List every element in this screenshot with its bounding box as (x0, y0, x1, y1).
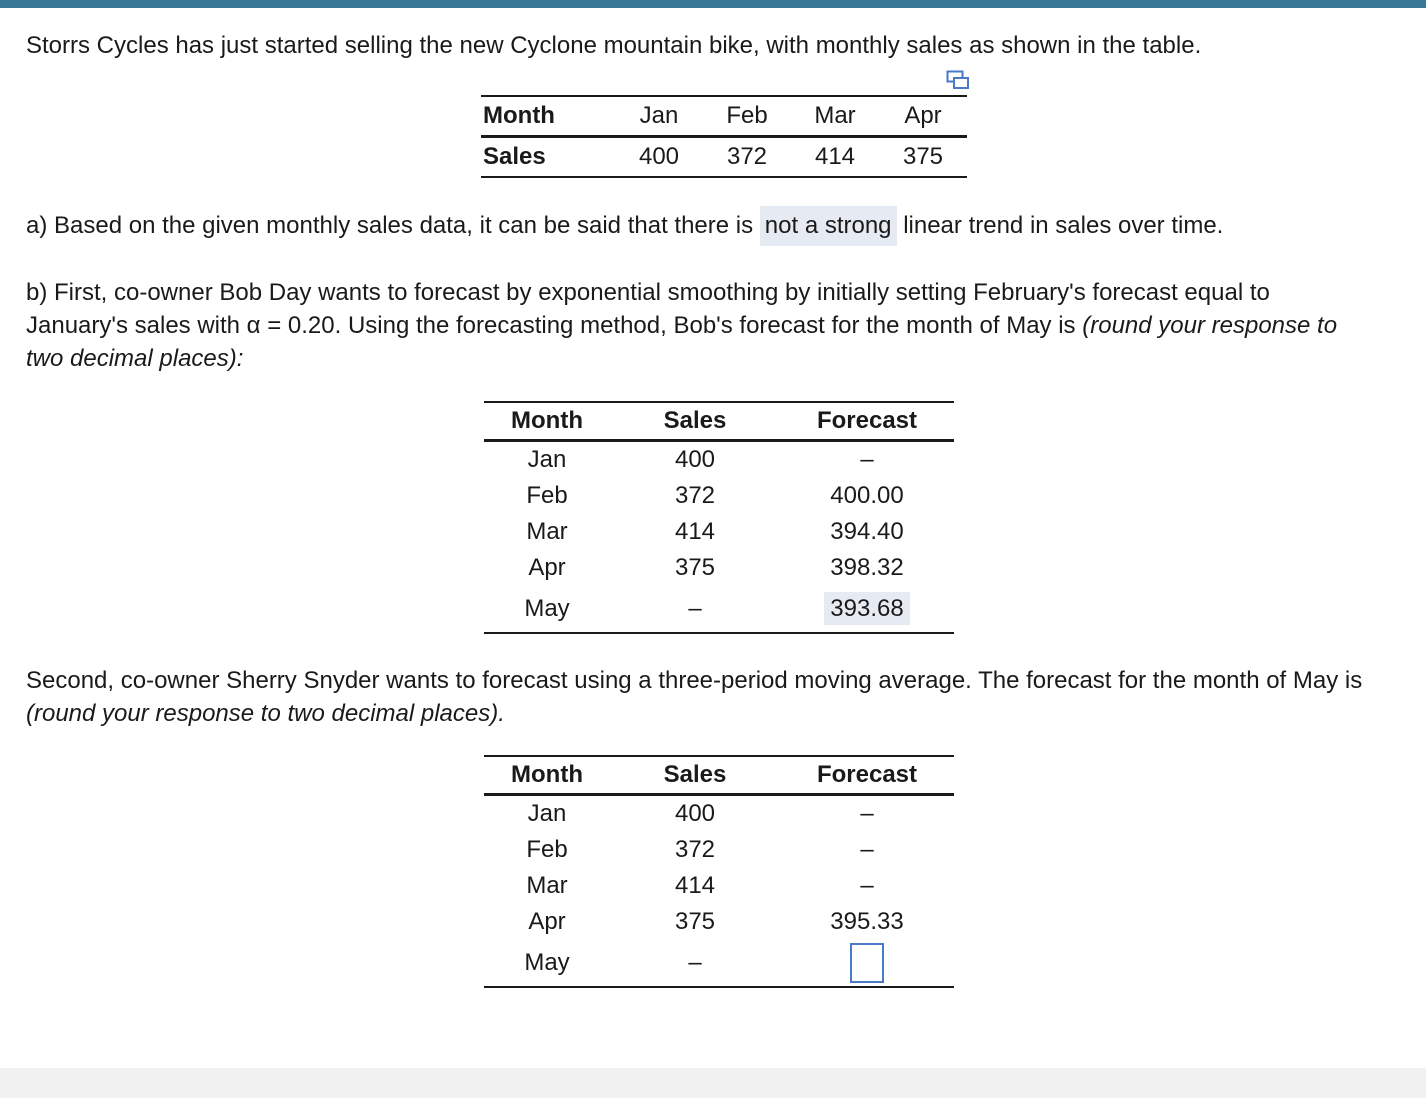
month-cell: May (524, 595, 570, 622)
month-row (481, 96, 967, 137)
forecast-cell: 400.00 (830, 482, 904, 509)
month-cell: Feb (526, 836, 568, 863)
part-a-text-before: a) Based on the given monthly sales data, it can be said that there is (26, 212, 760, 239)
month-header: Month (484, 402, 610, 441)
sales-cell: 372 (726, 143, 768, 170)
month-cell: Jan (527, 800, 567, 827)
sales-cell: 414 (674, 518, 716, 545)
sales-cell: – (688, 949, 702, 976)
footer-bar (0, 1068, 1426, 1098)
sales-cell: – (688, 595, 702, 622)
table-row (484, 832, 954, 868)
forecast-header: Forecast (780, 756, 954, 795)
moving-average-table (484, 755, 954, 988)
sales-header: Sales (610, 756, 780, 795)
intro-text: Storrs Cycles has just started selling the new Cyclone mountain bike, with monthly sales as shown in the table. (26, 32, 1202, 59)
month-row-label: Month (481, 96, 615, 137)
table-row (484, 514, 954, 550)
may-forecast-answer[interactable]: 393.68 (824, 592, 909, 625)
forecast-cell: 394.40 (830, 518, 904, 545)
sales-cell: 400 (674, 446, 716, 473)
sales-cell: 375 (902, 143, 944, 170)
may-forecast-cell (780, 586, 954, 633)
sales-row (481, 137, 967, 178)
part-b-question (26, 276, 1356, 375)
part-b-text: b) First, co-owner Bob Day wants to forecast by exponential smoothing by initially setting February's forecast equal to January's sales with α = 0.20. Using the forecasting method, Bob's forecast for the month of May is (26, 279, 1270, 339)
sales-header: Sales (610, 402, 780, 441)
top-bar (0, 0, 1426, 8)
month-cell: Mar (791, 96, 879, 137)
sales-cell: 375 (674, 554, 716, 581)
sales-cell: 372 (674, 836, 716, 863)
exponential-smoothing-table (484, 401, 954, 634)
forecast-cell: – (860, 800, 874, 827)
month-cell: Jan (527, 446, 567, 473)
forecast-cell: 395.33 (830, 908, 904, 935)
table-header-row (484, 402, 954, 441)
month-cell: Apr (528, 554, 566, 581)
may-forecast-input[interactable] (850, 943, 884, 983)
part-c-instruction: (round your response to two decimal places). (26, 700, 505, 727)
table-header-row (484, 756, 954, 795)
sales-cell: 375 (674, 908, 716, 935)
table-row (484, 586, 954, 633)
sales-row-label: Sales (483, 143, 546, 170)
table-row (484, 550, 954, 586)
part-a-text-after: linear trend in sales over time. (896, 212, 1224, 239)
forecast-cell: 398.32 (830, 554, 904, 581)
month-cell: Mar (526, 872, 568, 899)
month-cell: Jan (615, 96, 703, 137)
month-cell: Feb (526, 482, 568, 509)
sales-cell: 414 (674, 872, 716, 899)
forecast-cell: – (860, 836, 874, 863)
copy-data-icon[interactable] (946, 70, 970, 90)
sales-cell: 400 (638, 143, 680, 170)
sales-cell: 400 (674, 800, 716, 827)
table-row (484, 441, 954, 479)
month-header: Month (484, 756, 610, 795)
month-cell: Apr (528, 908, 566, 935)
sales-cell: 414 (814, 143, 856, 170)
part-c-question (26, 664, 1411, 730)
month-cell: Mar (526, 518, 568, 545)
month-cell: Feb (703, 96, 791, 137)
table-row (484, 795, 954, 833)
part-a-answer-dropdown[interactable]: not a strong (760, 206, 897, 246)
sales-cell: 372 (674, 482, 716, 509)
sales-data-table (481, 95, 967, 178)
table-row (484, 904, 954, 940)
part-b-instruction: (round your response to two decimal places): (26, 312, 1338, 372)
forecast-cell: – (860, 446, 874, 473)
part-a-question (26, 209, 1223, 242)
table-row (484, 868, 954, 904)
part-c-text: Second, co-owner Sherry Snyder wants to forecast using a three-period moving average. The forecast for the month of May is (26, 667, 1363, 694)
month-cell: Apr (879, 96, 967, 137)
forecast-cell: – (860, 872, 874, 899)
table-row (484, 940, 954, 987)
table-row (484, 478, 954, 514)
may-forecast-cell (780, 940, 954, 987)
forecast-header: Forecast (780, 402, 954, 441)
month-cell: May (524, 949, 570, 976)
